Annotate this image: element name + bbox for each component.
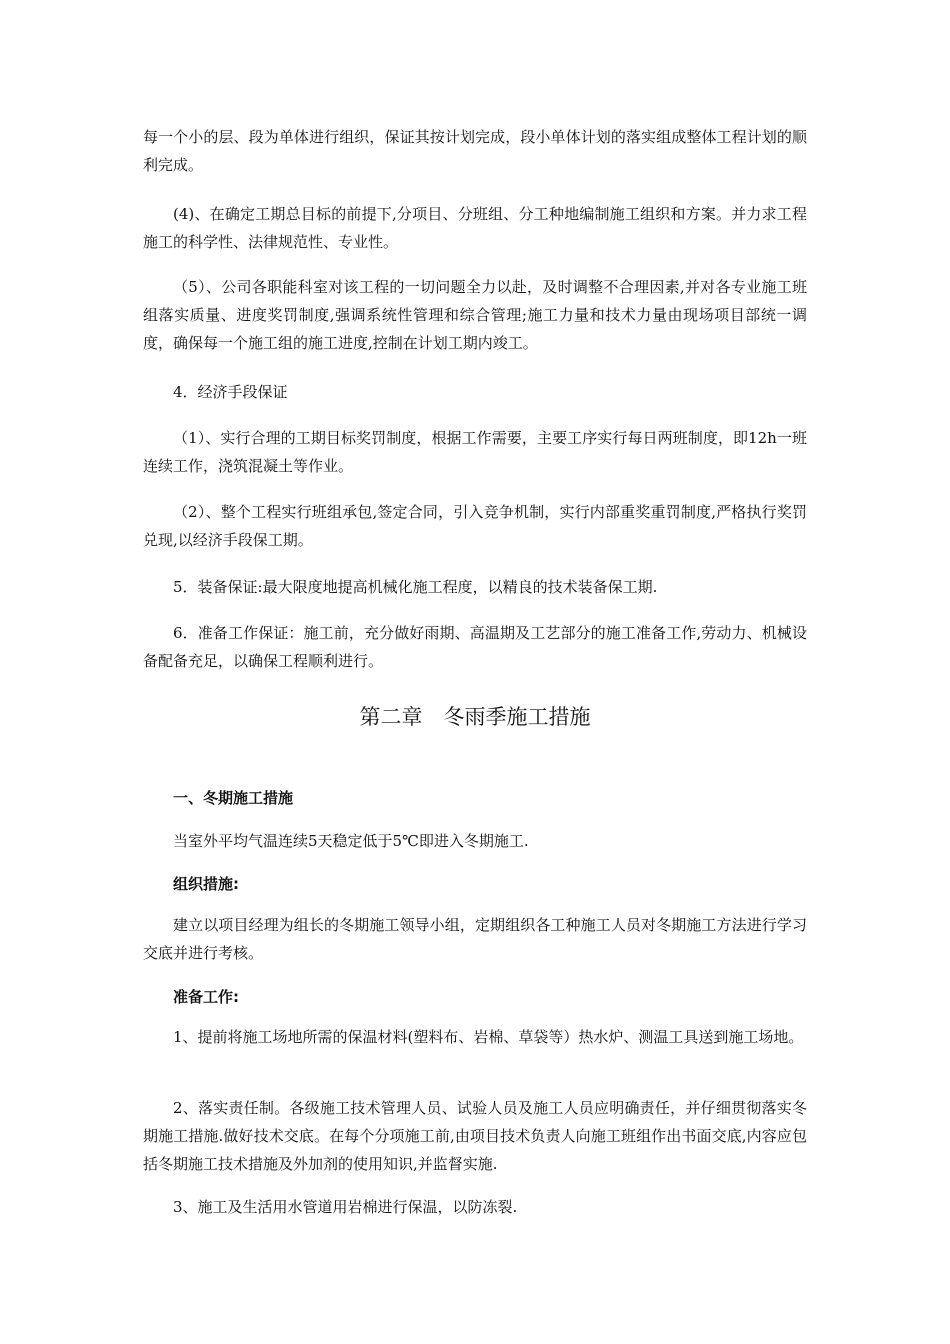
section-heading: 一、冬期施工措施 <box>173 789 294 807</box>
paragraph-continuation: 每一个小的层、段为单体进行组织，保证其按计划完成，段小单体计划的落实组成整体工程计划的顺利完成。 <box>143 128 807 174</box>
org-text: 建立以项目经理为组长的冬期施工领导小组，定期组织各工种施工人员对冬期施工方法进行学习交底并进行考核。 <box>143 916 807 962</box>
paragraph-economic-1: （1）、实行合理的工期目标奖罚制度，根据工作需要，主要工序实行每日两班制度，即12h一班连续工作，浇筑混凝土等作业。 <box>143 429 807 475</box>
paragraph-economic-heading: 4．经济手段保证 <box>173 383 288 401</box>
paragraph-item-4: (4)、在确定工期总目标的前提下,分项目、分班组、分工种地编制施工组织和方案。并力求工程施工的科学性、法律规范性、专业性。 <box>143 205 807 251</box>
prep-heading: 准备工作: <box>173 988 239 1006</box>
paragraph-preparation: 6．准备工作保证：施工前，充分做好雨期、高温期及工艺部分的施工准备工作,劳动力、机械设备配备充足，以确保工程顺利进行。 <box>143 624 807 670</box>
paragraph-item-5: （5）、公司各职能科室对该工程的一切问题全力以赴，及时调整不合理因素,并对各专业施工班组落实质量、进度奖罚制度,强调系统性管理和综合管理;施工力量和技术力量由现场项目部统一调度，确保每一个施工组的施工进度,控制在计划工期内竣工。 <box>143 278 807 352</box>
prep-item-3: 3、施工及生活用水管道用岩棉进行保温，以防冻裂. <box>173 1198 518 1216</box>
paragraph-equipment: 5．装备保证:最大限度地提高机械化施工程度，以精良的技术装备保工期. <box>173 578 658 596</box>
org-heading: 组织措施: <box>173 875 239 893</box>
prep-item-1: 1、提前将施工场地所需的保温材料(塑料布、岩棉、草袋等）热水炉、测温工具送到施工场地。 <box>173 1028 804 1046</box>
section-intro: 当室外平均气温连续5天稳定低于5℃即进入冬期施工. <box>173 832 529 850</box>
paragraph-economic-2: （2）、整个工程实行班组承包,签定合同，引入竞争机制，实行内部重奖重罚制度,严格执行奖罚兑现,以经济手段保工期。 <box>143 503 807 549</box>
chapter-title: 第二章 冬雨季施工措施 <box>359 705 591 729</box>
prep-item-2: 2、落实责任制。各级施工技术管理人员、试验人员及施工人员应明确责任，并仔细贯彻落实冬期施工措施.做好技术交底。在每个分项施工前,由项目技术负责人向施工班组作出书面交底,内容应包括冬期施工技术措施及外加剂的使用知识,并监督实施. <box>143 1099 807 1173</box>
